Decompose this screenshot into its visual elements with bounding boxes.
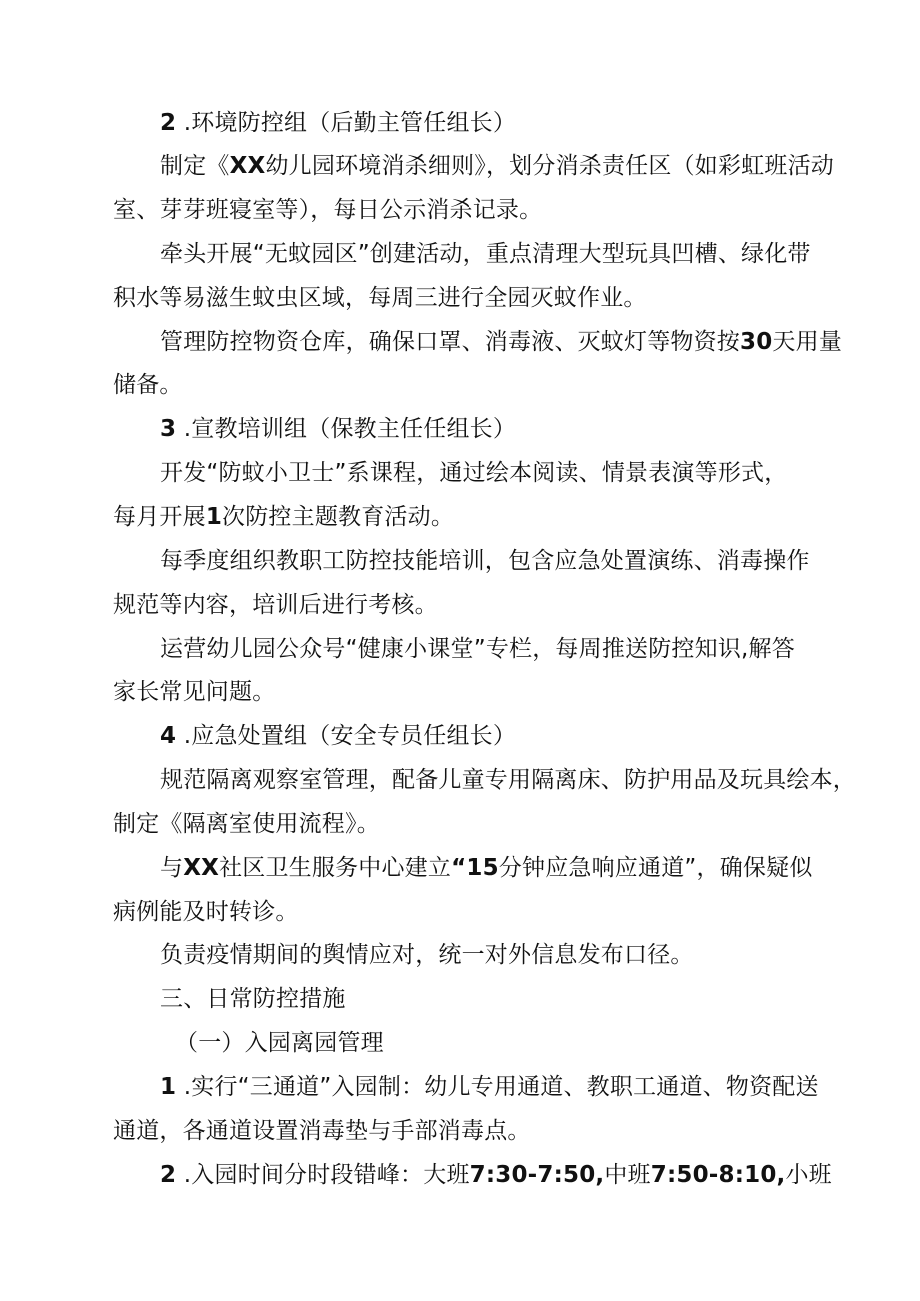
subsection-heading-entry-exit	[175, 1028, 384, 1058]
text-segment: 次防控主题教育活动。	[222, 504, 455, 530]
paragraph-line	[160, 853, 813, 883]
paragraph-line	[113, 590, 438, 620]
text-segment: 制定《隔离室使用流程》。	[113, 811, 380, 837]
paragraph-line	[113, 809, 380, 839]
paragraph-line	[113, 370, 183, 400]
paragraph-line	[160, 151, 834, 181]
section-heading-daily-measures	[160, 984, 346, 1014]
bold-text-segment: XX	[229, 153, 266, 179]
paragraph-line	[160, 1072, 819, 1102]
bold-text-segment: 7:30-7:50,	[469, 1162, 605, 1188]
bold-text-segment: 1	[205, 504, 223, 530]
text-segment: 室、芽芽班寝室等），每日公示消杀记录。	[113, 197, 543, 223]
text-segment: 分钟应急响应通道”，确保疑似	[498, 855, 813, 881]
paragraph-line	[160, 765, 856, 795]
bold-text-segment: “15	[451, 855, 499, 881]
paragraph-line	[160, 327, 842, 357]
text-segment: 规范等内容，培训后进行考核。	[113, 592, 438, 618]
paragraph-line	[113, 677, 275, 707]
paragraph-line	[160, 1160, 832, 1190]
bold-text-segment: XX	[183, 855, 220, 881]
text-segment: 与	[160, 855, 184, 881]
text-segment: 小班	[785, 1162, 832, 1188]
text-segment: 开发“防蚊小卫士”系课程，通过绘本阅读、情景表演等形式，	[160, 460, 788, 486]
text-segment: 幼儿园环境消杀细则》，划分消杀责任区（如彩虹班活动	[265, 153, 834, 179]
text-segment: （一）入园离园管理	[175, 1030, 384, 1056]
bold-text-segment: 30	[740, 329, 773, 355]
text-segment: 通道，各通道设置消毒垫与手部消毒点。	[113, 1118, 531, 1144]
text-segment: 负责疫情期间的舆情应对，统一对外信息发布口径。	[160, 942, 694, 968]
paragraph-line	[160, 239, 811, 269]
text-segment: 储备。	[113, 372, 183, 398]
text-segment: .环境防控组（后勤主管任组长）	[176, 110, 517, 136]
heading-emergency-group	[160, 721, 516, 751]
bold-text-segment: 4	[160, 723, 177, 749]
paragraph-line	[113, 502, 454, 532]
text-segment: 每月开展	[113, 504, 206, 530]
paragraph-line	[160, 546, 810, 576]
bold-text-segment: 7:50-8:10,	[650, 1162, 786, 1188]
bold-text-segment: 2	[160, 110, 177, 136]
text-segment: .入园时间分时段错峰：大班	[176, 1162, 470, 1188]
text-segment: 规范隔离观察室管理，配备儿童专用隔离床、防护用品及玩具绘本，	[160, 767, 856, 793]
bold-text-segment: 2	[160, 1162, 177, 1188]
text-segment: 制定《	[160, 153, 230, 179]
paragraph-line	[113, 897, 299, 927]
text-segment: 运营幼儿园公众号“健康小课堂”专栏，每周推送防控知识,解答	[160, 636, 795, 662]
text-segment: 管理防控物资仓库，确保口罩、消毒液、灭蚊灯等物资按	[160, 329, 740, 355]
paragraph-line	[160, 940, 694, 970]
paragraph-line	[160, 634, 795, 664]
heading-education-group	[160, 414, 516, 444]
text-segment: .宣教培训组（保教主任任组长）	[176, 416, 517, 442]
text-segment: 每季度组织教职工防控技能培训，包含应急处置演练、消毒操作	[160, 548, 810, 574]
text-segment: 社区卫生服务中心建立	[219, 855, 452, 881]
paragraph-line	[113, 1116, 531, 1146]
text-segment: 天用量	[772, 329, 843, 355]
heading-environment-group	[160, 108, 516, 138]
text-segment: 家长常见问题。	[113, 679, 276, 705]
paragraph-line	[113, 195, 542, 225]
bold-text-segment: 3	[160, 416, 177, 442]
text-segment: 病例能及时转诊。	[113, 899, 299, 925]
text-segment: 三、日常防控措施	[160, 986, 346, 1012]
paragraph-line	[113, 283, 647, 313]
text-segment: .应急处置组（安全专员任组长）	[176, 723, 517, 749]
paragraph-line	[160, 458, 787, 488]
bold-text-segment: 1	[160, 1074, 177, 1100]
text-segment: .实行“三通道”入园制：幼儿专用通道、教职工通道、物资配送	[176, 1074, 819, 1100]
text-segment: 牵头开展“无蚊园区”创建活动，重点清理大型玩具凹槽、绿化带	[160, 241, 811, 267]
text-segment: 积水等易滋生蚊虫区域，每周三进行全园灭蚊作业。	[113, 285, 647, 311]
text-segment: 中班	[604, 1162, 651, 1188]
